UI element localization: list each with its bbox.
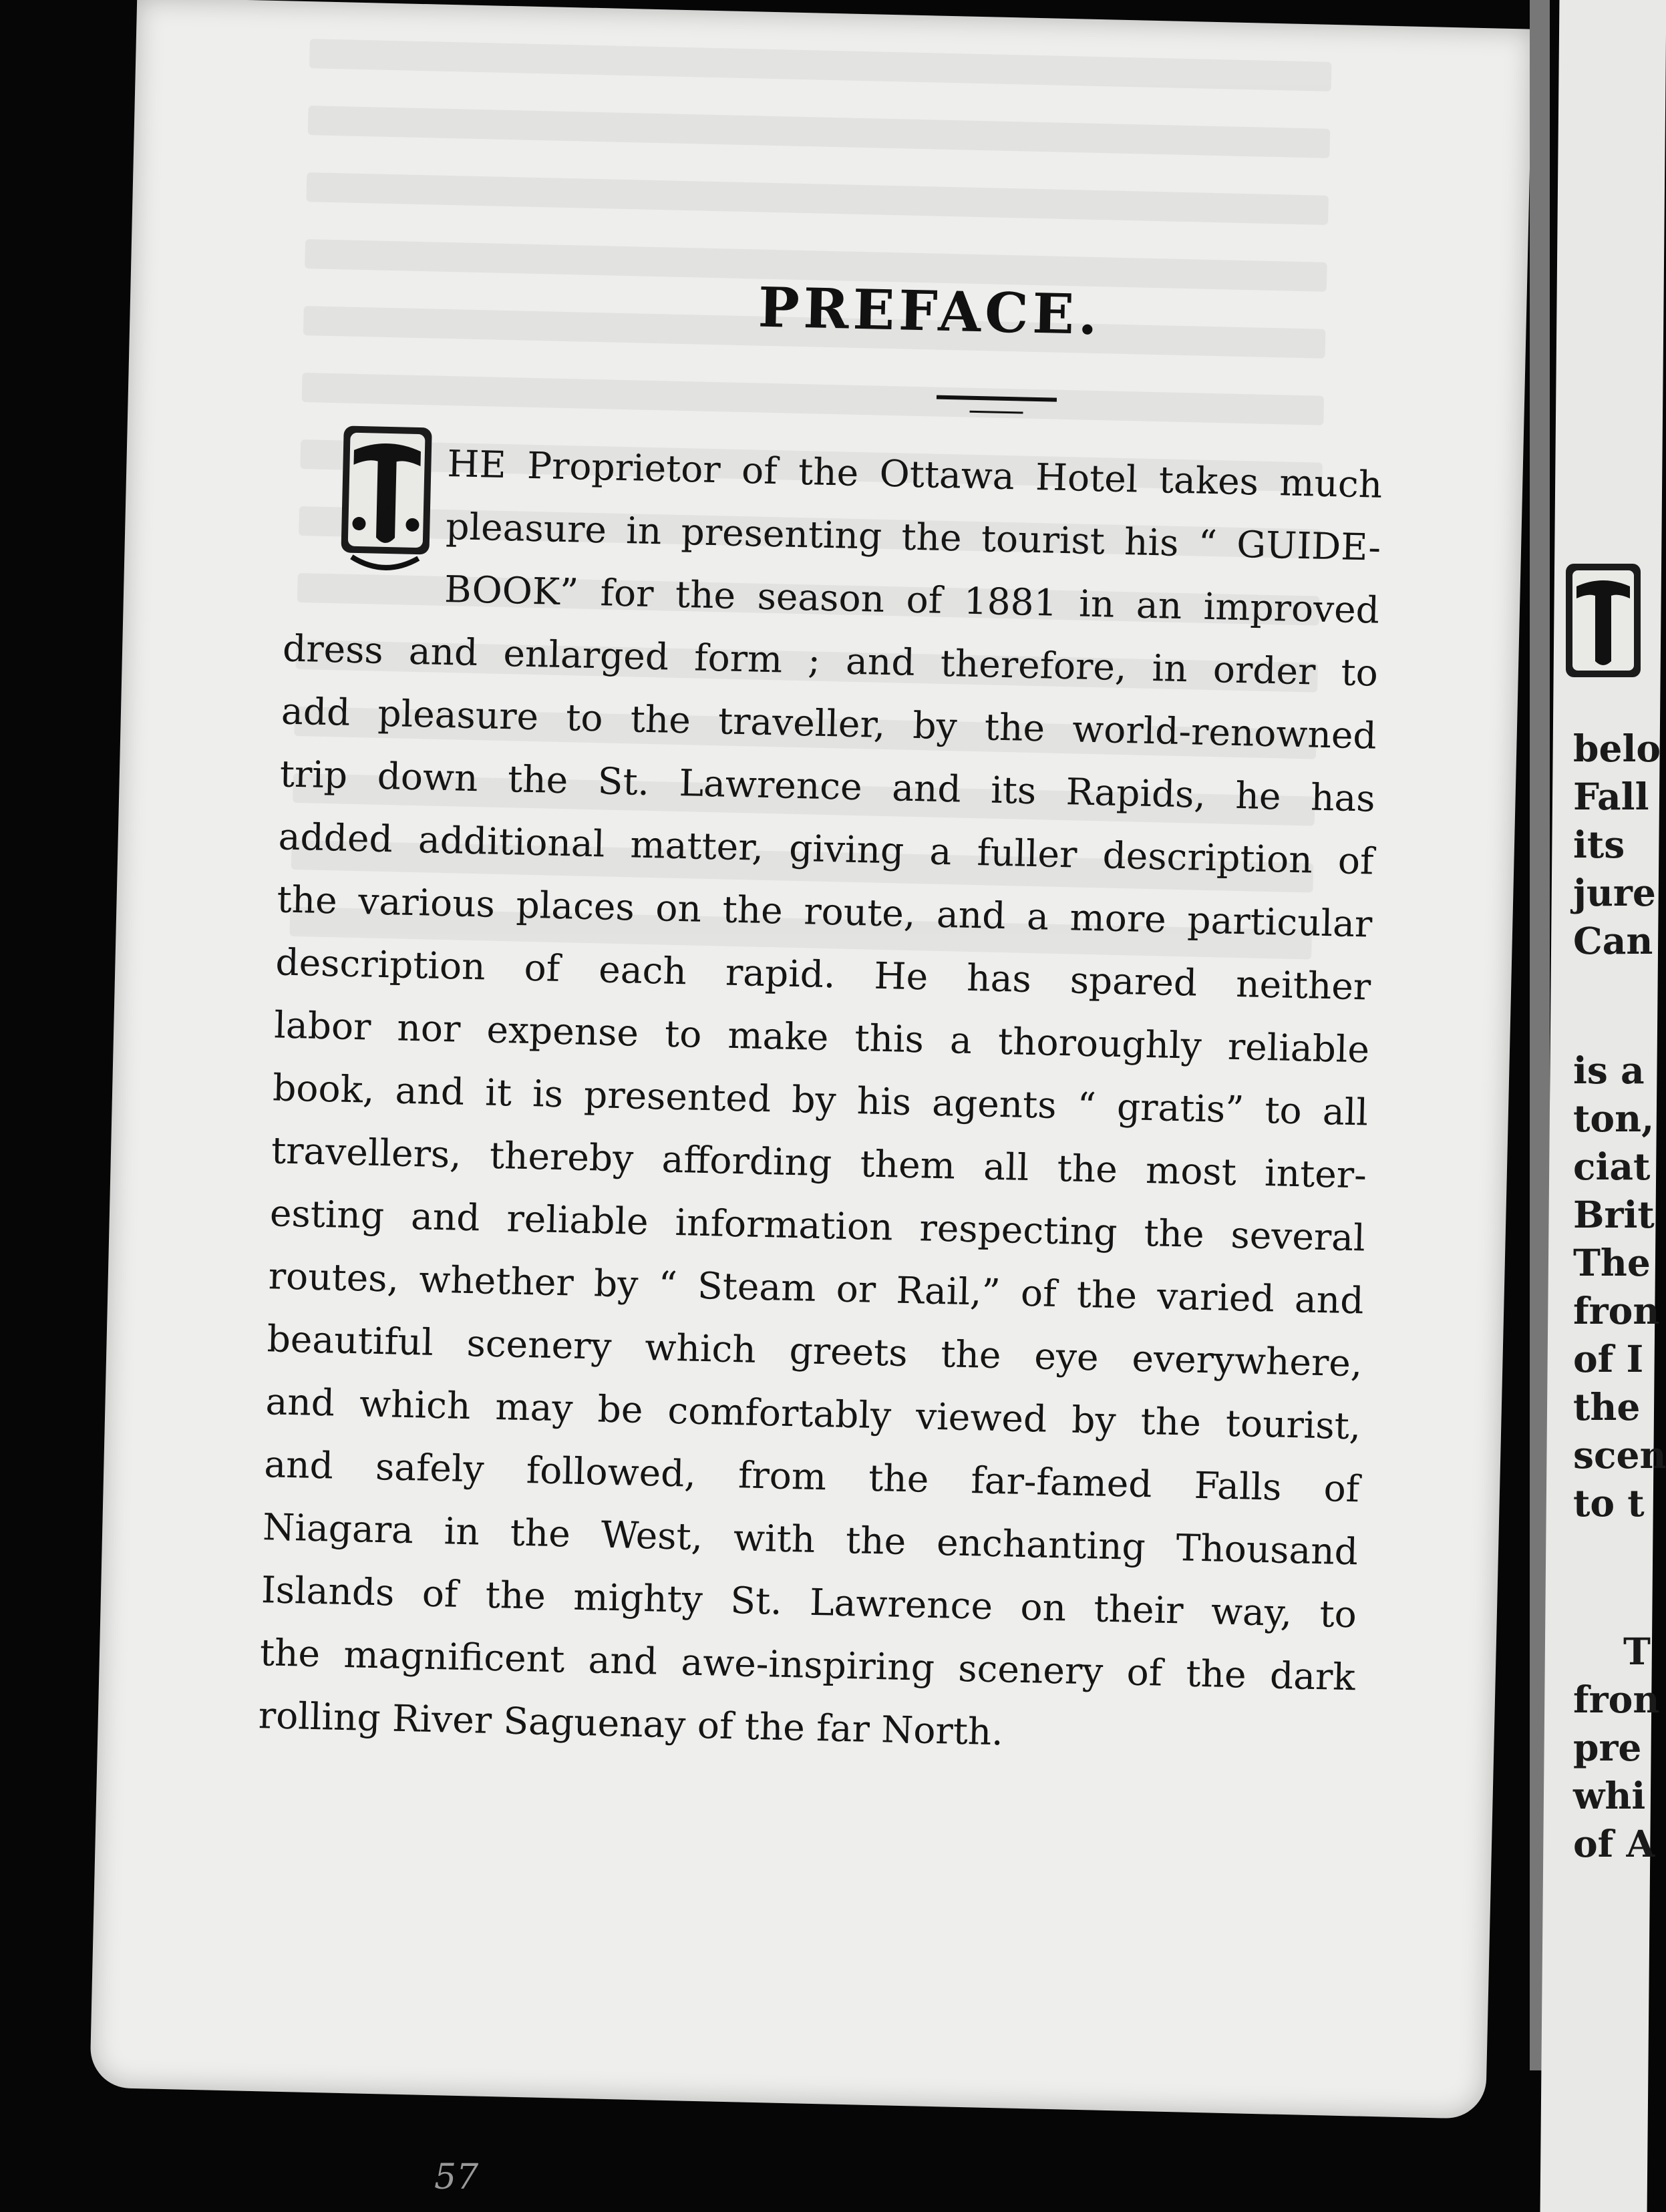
text-line: and which may be comfortably viewed by the tourist, <box>265 1380 1361 1448</box>
page-title: PREFACE. <box>757 275 1102 348</box>
dropcap-letter: T <box>385 505 391 514</box>
text-line: rolling River Saguenay of the far North. <box>258 1694 1004 1754</box>
text-line: the magnificent and awe-inspiring scenery of the dark <box>259 1631 1356 1699</box>
facing-fragment: pre <box>1573 1726 1642 1769</box>
text-line: add pleasure to the traveller, by the world-renowned <box>281 689 1377 757</box>
facing-fragment: ciat <box>1573 1145 1651 1188</box>
text-line: description of each rapid. He has spared neither <box>275 940 1371 1008</box>
facing-fragment: fron <box>1573 1289 1660 1332</box>
text-line: Islands of the mighty St. Lawrence on their way, to <box>261 1568 1357 1636</box>
text-line: pleasure in presenting the tourist his “ GUIDE- <box>445 504 1381 569</box>
facing-dropcap-icon <box>1563 561 1643 688</box>
facing-fragment: is a <box>1573 1049 1645 1092</box>
facing-fragment: its <box>1573 823 1625 866</box>
facing-fragment: jure <box>1573 871 1656 914</box>
facing-fragment: fron <box>1573 1678 1660 1721</box>
text-line: beautiful scenery which greets the eye everywhere, <box>267 1317 1363 1385</box>
title-rule <box>937 395 1057 402</box>
facing-fragment: whi <box>1573 1774 1646 1817</box>
facing-fragment: belo <box>1573 727 1661 770</box>
text-line: book, and it is presented by his agents “ gratis” to all <box>272 1066 1369 1134</box>
facing-fragment: scen <box>1573 1433 1666 1477</box>
facing-fragment: of A <box>1573 1822 1655 1865</box>
facing-fragment: the <box>1573 1385 1641 1429</box>
text-line: the various places on the route, and a more particular <box>276 878 1373 946</box>
text-line: HE Proprietor of the Ottawa Hotel takes much <box>446 442 1383 506</box>
text-line: labor nor expense to make this a thoroughly reliable <box>273 1003 1370 1071</box>
text-line: added additional matter, giving a fuller description of <box>278 815 1375 883</box>
text-line: and safely followed, from the far-famed Falls of <box>263 1443 1360 1511</box>
facing-fragment: Fall <box>1573 775 1649 818</box>
text-line: dress and enlarged form ; and therefore, in order to <box>282 626 1379 695</box>
text-line: BOOK” for the season of 1881 in an improved <box>444 567 1380 632</box>
facing-fragment: Brit <box>1573 1193 1655 1236</box>
facing-fragment: T <box>1623 1630 1651 1673</box>
ornamental-dropcap-icon <box>338 423 435 572</box>
facing-fragment: of I <box>1573 1337 1644 1380</box>
facing-fragment: to t <box>1573 1481 1645 1525</box>
facing-fragment: Can <box>1573 919 1653 962</box>
folio-number: 57 <box>434 2157 479 2197</box>
text-line: routes, whether by “ Steam or Rail,” of the varied and <box>268 1254 1365 1322</box>
facing-fragment: The <box>1573 1241 1651 1284</box>
text-line: travellers, thereby affording them all the most inter- <box>271 1129 1367 1197</box>
text-line: trip down the St. Lawrence and its Rapids, he has <box>279 752 1376 820</box>
text-line: Niagara in the West, with the enchanting Thousand <box>262 1505 1359 1574</box>
title-rule-secondary <box>969 411 1023 414</box>
text-line: esting and reliable information respecting the several <box>269 1191 1366 1260</box>
facing-fragment: ton, <box>1573 1097 1655 1140</box>
book-page <box>90 0 1532 2119</box>
